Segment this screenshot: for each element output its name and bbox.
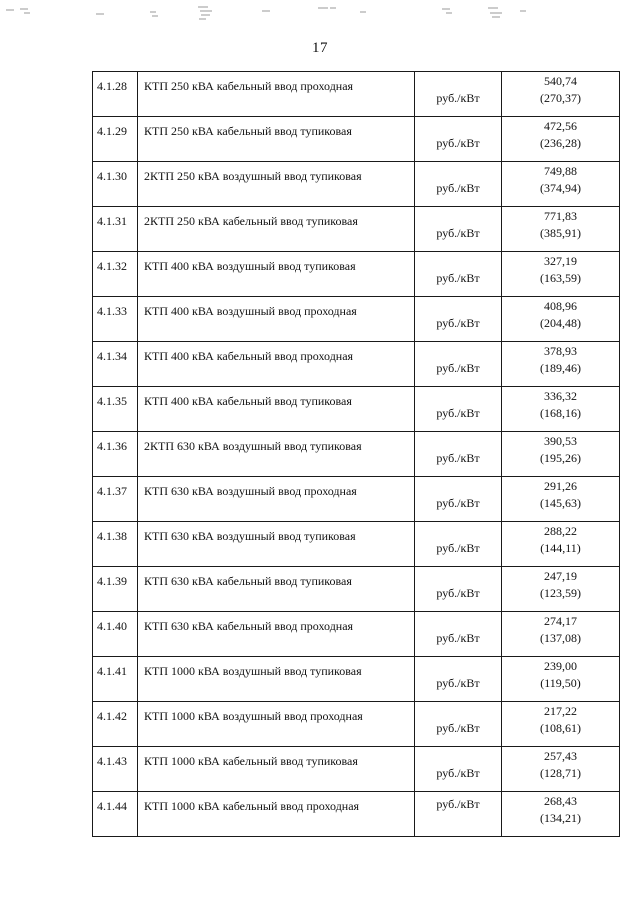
item-name: 2КТП 250 кВА воздушный ввод тупиковая	[144, 169, 362, 183]
tariff-table	[92, 71, 620, 837]
cell-unit	[415, 342, 502, 387]
item-price-half: (204,48)	[540, 316, 581, 330]
cell-unit	[415, 72, 502, 117]
item-price-half: (385,91)	[540, 226, 581, 240]
item-price: 540,74	[544, 74, 577, 88]
item-price: 268,43	[544, 794, 577, 808]
cell-price	[502, 702, 620, 747]
tariff-table-body	[93, 72, 620, 837]
item-name: КТП 630 кВА кабельный ввод проходная	[144, 619, 354, 633]
item-price-half: (128,71)	[540, 766, 581, 780]
item-number: 4.1.33	[97, 304, 127, 318]
item-unit: руб./кВт	[436, 316, 480, 330]
item-price: 327,19	[544, 254, 577, 268]
table-row	[93, 342, 620, 387]
item-name: КТП 400 кВА воздушный ввод проходная	[144, 304, 357, 318]
cell-price	[502, 387, 620, 432]
cell-item-name	[138, 387, 415, 432]
item-number: 4.1.40	[97, 619, 127, 633]
item-name: КТП 400 кВА кабельный ввод проходная	[144, 349, 354, 363]
table-row	[93, 477, 620, 522]
cell-unit	[415, 657, 502, 702]
cell-item-name	[138, 72, 415, 117]
table-row	[93, 432, 620, 477]
table-row	[93, 567, 620, 612]
table-row	[93, 657, 620, 702]
cell-price	[502, 117, 620, 162]
item-unit: руб./кВт	[436, 136, 480, 150]
item-name: КТП 630 кВА воздушный ввод проходная	[144, 484, 357, 498]
item-price-half: (189,46)	[540, 361, 581, 375]
cell-item-number	[93, 567, 138, 612]
cell-price	[502, 747, 620, 792]
cell-unit	[415, 432, 502, 477]
item-number: 4.1.42	[97, 709, 127, 723]
cell-item-number	[93, 252, 138, 297]
item-name: КТП 400 кВА воздушный ввод тупиковая	[144, 259, 356, 273]
cell-item-number	[93, 612, 138, 657]
cell-item-name	[138, 792, 415, 837]
scan-artifacts	[0, 2, 640, 24]
item-number: 4.1.29	[97, 124, 127, 138]
cell-item-number	[93, 657, 138, 702]
item-name: КТП 400 кВА кабельный ввод тупиковая	[144, 394, 352, 408]
cell-unit	[415, 387, 502, 432]
cell-item-number	[93, 522, 138, 567]
table-row	[93, 747, 620, 792]
item-number: 4.1.34	[97, 349, 127, 363]
item-price: 291,26	[544, 479, 577, 493]
cell-item-number	[93, 117, 138, 162]
item-price-half: (163,59)	[540, 271, 581, 285]
item-unit: руб./кВт	[436, 766, 480, 780]
cell-item-number	[93, 792, 138, 837]
table-row	[93, 162, 620, 207]
item-unit: руб./кВт	[436, 406, 480, 420]
item-unit: руб./кВт	[436, 226, 480, 240]
cell-price	[502, 297, 620, 342]
cell-unit	[415, 567, 502, 612]
item-unit: руб./кВт	[436, 631, 480, 645]
item-name: КТП 1000 кВА кабельный ввод проходная	[144, 799, 360, 813]
table-row	[93, 702, 620, 747]
cell-item-name	[138, 567, 415, 612]
cell-price	[502, 432, 620, 477]
item-price-half: (374,94)	[540, 181, 581, 195]
item-price-half: (108,61)	[540, 721, 581, 735]
item-number: 4.1.30	[97, 169, 127, 183]
cell-price	[502, 612, 620, 657]
item-name: КТП 630 кВА воздушный ввод тупиковая	[144, 529, 356, 543]
item-price-half: (168,16)	[540, 406, 581, 420]
item-unit: руб./кВт	[436, 721, 480, 735]
cell-item-number	[93, 702, 138, 747]
item-price-half: (236,28)	[540, 136, 581, 150]
cell-price	[502, 342, 620, 387]
item-price: 378,93	[544, 344, 577, 358]
cell-unit	[415, 477, 502, 522]
page-number: 17	[312, 40, 328, 56]
cell-item-name	[138, 657, 415, 702]
item-number: 4.1.36	[97, 439, 127, 453]
cell-item-name	[138, 342, 415, 387]
item-price-half: (145,63)	[540, 496, 581, 510]
item-unit: руб./кВт	[436, 541, 480, 555]
item-number: 4.1.43	[97, 754, 127, 768]
table-row	[93, 117, 620, 162]
cell-unit	[415, 612, 502, 657]
item-price: 408,96	[544, 299, 577, 313]
cell-price	[502, 207, 620, 252]
item-name: КТП 250 кВА кабельный ввод проходная	[144, 79, 354, 93]
cell-item-number	[93, 387, 138, 432]
cell-item-number	[93, 432, 138, 477]
item-number: 4.1.32	[97, 259, 127, 273]
cell-item-name	[138, 162, 415, 207]
item-price-half: (119,50)	[540, 676, 581, 690]
item-unit: руб./кВт	[436, 91, 480, 105]
item-price-half: (137,08)	[540, 631, 581, 645]
item-name: 2КТП 250 кВА кабельный ввод тупиковая	[144, 214, 358, 228]
item-number: 4.1.28	[97, 79, 127, 93]
table-row	[93, 72, 620, 117]
cell-unit	[415, 117, 502, 162]
item-name: КТП 1000 кВА воздушный ввод тупиковая	[144, 664, 362, 678]
item-name: КТП 1000 кВА воздушный ввод проходная	[144, 709, 363, 723]
cell-item-name	[138, 477, 415, 522]
cell-price	[502, 477, 620, 522]
cell-unit	[415, 747, 502, 792]
item-price: 239,00	[544, 659, 577, 673]
cell-item-name	[138, 612, 415, 657]
cell-item-name	[138, 297, 415, 342]
item-price: 274,17	[544, 614, 577, 628]
item-unit: руб./кВт	[436, 496, 480, 510]
item-price-half: (123,59)	[540, 586, 581, 600]
item-price: 390,53	[544, 434, 577, 448]
cell-price	[502, 252, 620, 297]
item-unit: руб./кВт	[436, 451, 480, 465]
item-price: 257,43	[544, 749, 577, 763]
cell-item-number	[93, 342, 138, 387]
cell-item-number	[93, 477, 138, 522]
cell-item-name	[138, 252, 415, 297]
item-unit: руб./кВт	[436, 586, 480, 600]
item-number: 4.1.37	[97, 484, 127, 498]
cell-item-number	[93, 207, 138, 252]
item-price: 771,83	[544, 209, 577, 223]
cell-unit	[415, 522, 502, 567]
item-price-half: (134,21)	[540, 811, 581, 825]
item-unit: руб./кВт	[436, 797, 480, 811]
table-row	[93, 387, 620, 432]
cell-item-number	[93, 297, 138, 342]
cell-item-name	[138, 702, 415, 747]
cell-price	[502, 792, 620, 837]
table-row	[93, 612, 620, 657]
item-unit: руб./кВт	[436, 181, 480, 195]
cell-item-name	[138, 747, 415, 792]
cell-item-name	[138, 207, 415, 252]
item-price: 336,32	[544, 389, 577, 403]
item-number: 4.1.38	[97, 529, 127, 543]
cell-item-number	[93, 162, 138, 207]
item-price-half: (144,11)	[540, 541, 581, 555]
item-unit: руб./кВт	[436, 676, 480, 690]
table-row	[93, 252, 620, 297]
cell-item-number	[93, 747, 138, 792]
item-name: КТП 250 кВА кабельный ввод тупиковая	[144, 124, 352, 138]
cell-price	[502, 162, 620, 207]
item-price: 749,88	[544, 164, 577, 178]
item-number: 4.1.39	[97, 574, 127, 588]
cell-item-name	[138, 522, 415, 567]
item-price: 217,22	[544, 704, 577, 718]
table-row	[93, 522, 620, 567]
item-name: КТП 630 кВА кабельный ввод тупиковая	[144, 574, 352, 588]
item-price: 247,19	[544, 569, 577, 583]
table-row	[93, 792, 620, 837]
cell-unit	[415, 252, 502, 297]
cell-unit	[415, 702, 502, 747]
item-number: 4.1.35	[97, 394, 127, 408]
cell-price	[502, 657, 620, 702]
item-number: 4.1.41	[97, 664, 127, 678]
cell-price	[502, 567, 620, 612]
table-row	[93, 207, 620, 252]
item-name: КТП 1000 кВА кабельный ввод тупиковая	[144, 754, 358, 768]
item-unit: руб./кВт	[436, 361, 480, 375]
cell-price	[502, 522, 620, 567]
cell-unit	[415, 297, 502, 342]
cell-unit	[415, 207, 502, 252]
item-name: 2КТП 630 кВА воздушный ввод тупиковая	[144, 439, 362, 453]
item-price: 472,56	[544, 119, 577, 133]
table-row	[93, 297, 620, 342]
item-price-half: (270,37)	[540, 91, 581, 105]
item-price-half: (195,26)	[540, 451, 581, 465]
cell-item-name	[138, 117, 415, 162]
cell-item-number	[93, 72, 138, 117]
item-price: 288,22	[544, 524, 577, 538]
cell-price	[502, 72, 620, 117]
item-number: 4.1.31	[97, 214, 127, 228]
cell-unit	[415, 162, 502, 207]
cell-item-name	[138, 432, 415, 477]
item-unit: руб./кВт	[436, 271, 480, 285]
cell-unit	[415, 792, 502, 837]
item-number: 4.1.44	[97, 799, 127, 813]
